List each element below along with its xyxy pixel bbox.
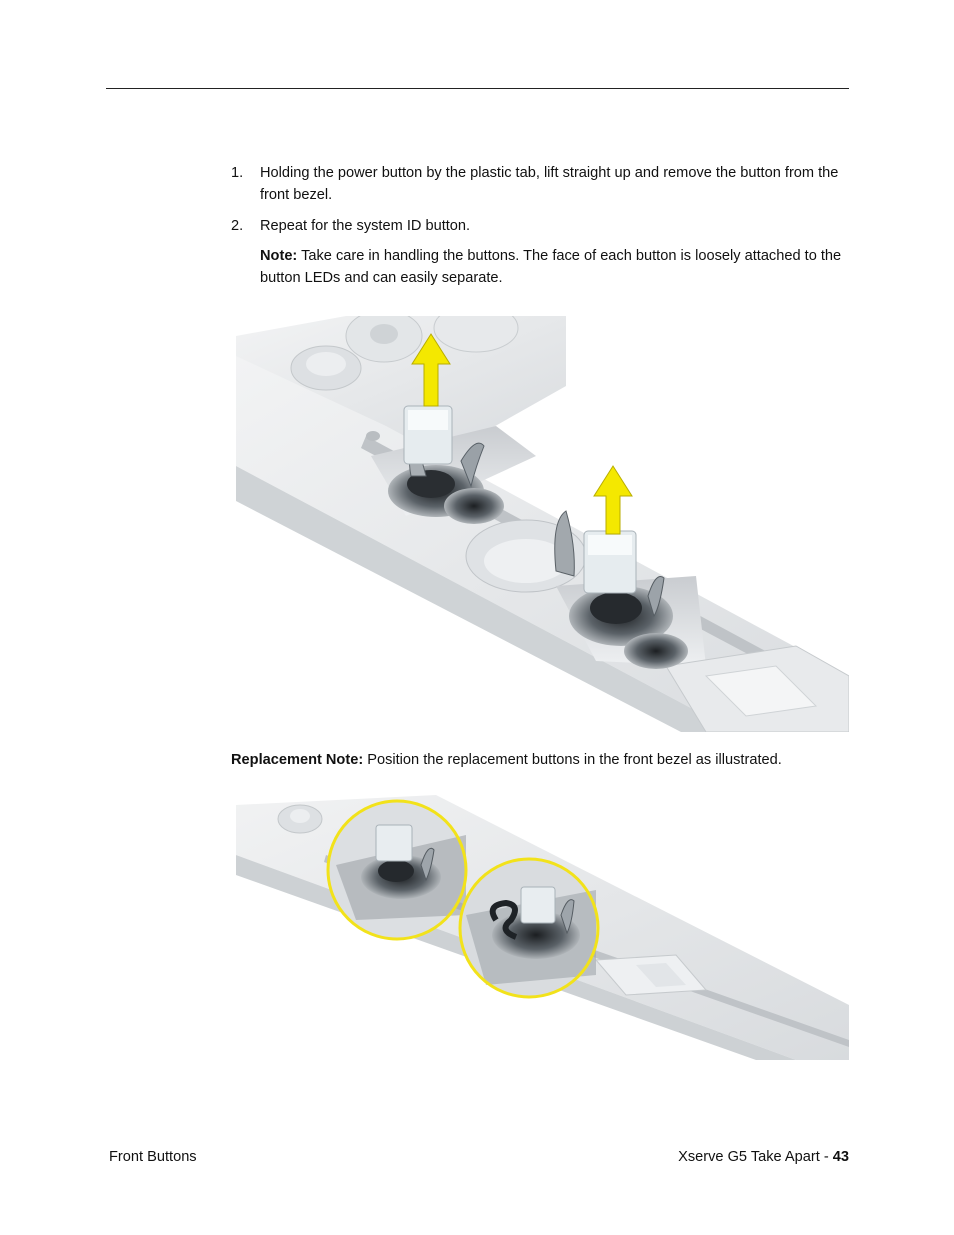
figure-button-removal — [236, 316, 849, 732]
footer-section-title: Front Buttons — [109, 1149, 197, 1165]
note — [260, 245, 851, 289]
highlight-circle-system-id-button — [460, 859, 598, 997]
replacement-note — [231, 749, 782, 771]
step-1 — [231, 162, 851, 206]
step-2 — [231, 215, 851, 289]
instruction-steps — [231, 162, 851, 289]
note-label: Note: — [260, 248, 298, 264]
step-number: 1. — [231, 165, 244, 181]
figure-button-replacement — [236, 795, 849, 1060]
note-text: Take care in handling the buttons. The face of each button is loosely attached to the button LEDs and can easily separate. — [260, 248, 842, 286]
bezel-illustration — [236, 795, 849, 1060]
replacement-note-label: Replacement Note: — [231, 752, 364, 768]
header-rule — [106, 88, 849, 89]
step-text: Holding the power button by the plastic tab, lift straight up and remove the button from the front bezel. — [260, 165, 839, 203]
highlight-circle-power-button — [328, 801, 466, 939]
footer-page-label — [678, 1149, 849, 1165]
footer-doc-title: Xserve G5 Take Apart - — [678, 1149, 833, 1165]
step-text: Repeat for the system ID button. — [260, 218, 471, 234]
step-number: 2. — [231, 218, 244, 234]
bezel-illustration — [236, 316, 849, 732]
replacement-note-text: Position the replacement buttons in the front bezel as illustrated. — [363, 752, 782, 768]
page-number: 43 — [832, 1149, 849, 1165]
